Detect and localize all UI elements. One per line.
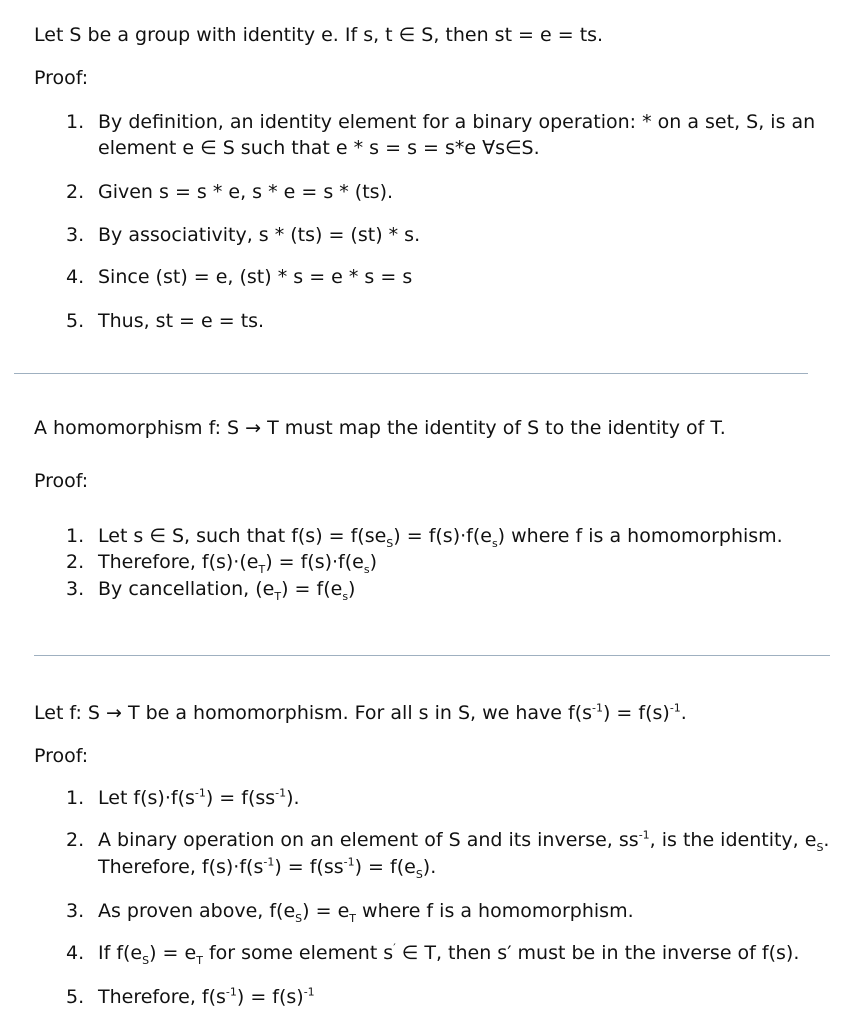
step-number: 4. bbox=[66, 942, 85, 964]
step-number: 1. bbox=[66, 787, 85, 809]
step-number: 5. bbox=[66, 310, 85, 332]
step-number: 5. bbox=[66, 986, 85, 1008]
step-number: 2. bbox=[66, 829, 85, 851]
step-text-continued: Therefore, $f(s)\cdot f(s^{-1}) = f(ss^{-1}) = f(e_S)$. bbox=[98, 855, 437, 881]
step-number: 1. bbox=[66, 525, 85, 547]
step-number: 3. bbox=[66, 578, 85, 600]
step-text: A binary operation on an element of S and its inverse, $ss^{-1}$, is the identity, $e_S$. bbox=[98, 828, 830, 854]
step-text: By associativity, s * (ts) = (st) * s. bbox=[98, 224, 421, 246]
theorem-statement-1: Let S be a group with identity e. If s, t ∈ S, then st = e = ts. bbox=[34, 24, 604, 46]
section-divider bbox=[34, 655, 830, 656]
step-number: 2. bbox=[66, 551, 85, 573]
step-text: As proven above, $f(e_S) = e_T$ where f is a homomorphism. bbox=[98, 900, 634, 925]
section-divider bbox=[14, 373, 808, 374]
step-text: By definition, an identity element for a binary operation: * on a set, S, is an bbox=[98, 111, 816, 133]
step-text-continued: element e ∈ S such that e * s = s = s*e ∀s∈S. bbox=[98, 137, 540, 159]
step-number: 3. bbox=[66, 224, 85, 246]
proof-label-1: Proof: bbox=[34, 67, 89, 89]
step-text: If $f(e_S) = e_T$ for some element s′ ∈ T, then s′ must be in the inverse of f(s). bbox=[98, 941, 800, 967]
step-text: Thus, st = e = ts. bbox=[98, 310, 265, 332]
proof-label-2: Proof: bbox=[34, 470, 89, 492]
step-text: Let s ∈ S, such that $f(s) = f(se_S) = f(s)\cdot f(e_s)$ where f is a homomorphism. bbox=[98, 525, 783, 550]
step-number: 2. bbox=[66, 181, 85, 203]
step-text: By cancellation, $(e_T) = f(e_s)$ bbox=[98, 578, 356, 603]
step-number: 3. bbox=[66, 900, 85, 922]
step-number: 1. bbox=[66, 111, 85, 133]
proof-label-3: Proof: bbox=[34, 745, 89, 767]
step-text: Therefore, $f(s^{-1}) = f(s)^{-1}$ bbox=[98, 985, 315, 1008]
step-number: 4. bbox=[66, 266, 85, 288]
step-text: Let $f(s)\cdot f(s^{-1}) = f(ss^{-1})$. bbox=[98, 786, 300, 809]
step-text: Since (st) = e, (st) * s = e * s = s bbox=[98, 266, 413, 288]
theorem-statement-3: Let f: S → T be a homomorphism. For all s in S, we have $f(s^{-1}) = f(s)^{-1}$. bbox=[34, 701, 687, 724]
theorem-statement-2: A homomorphism f: S → T must map the identity of S to the identity of T. bbox=[34, 417, 726, 439]
step-text: Therefore, $f(s)\cdot(e_T) = f(s)\cdot f(e_s)$ bbox=[98, 551, 377, 576]
step-text: Given s = s * e, s * e = s * (ts). bbox=[98, 181, 394, 203]
